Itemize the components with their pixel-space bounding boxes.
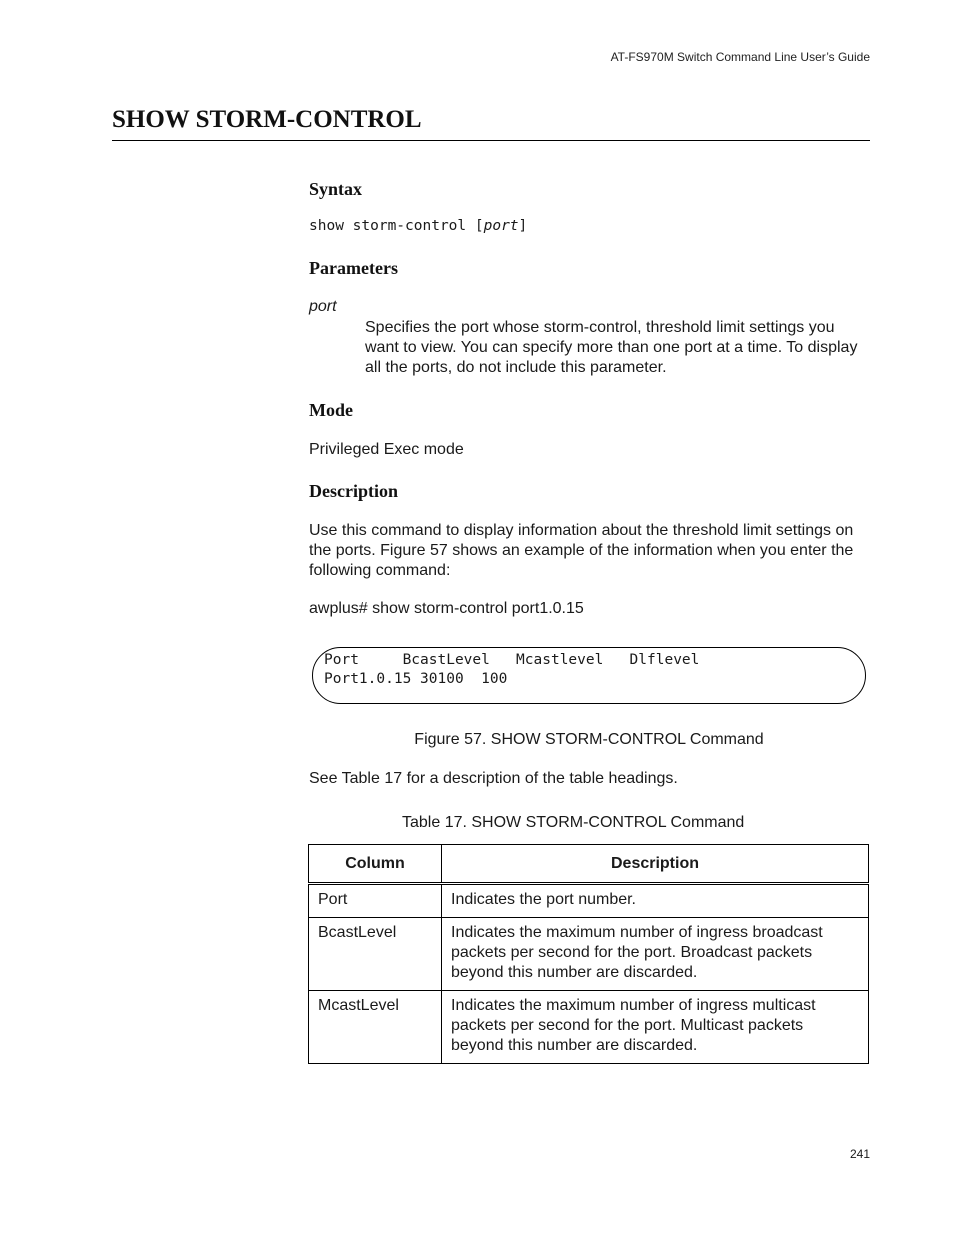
syntax-command-text: show storm-control [ xyxy=(309,218,484,234)
figure-line-header: Port BcastLevel Mcastlevel Dlflevel xyxy=(324,652,700,668)
page-title: SHOW STORM-CONTROL xyxy=(112,106,422,133)
mode-text: Privileged Exec mode xyxy=(309,441,464,458)
parameters-heading: Parameters xyxy=(309,258,398,278)
table-caption: Table 17. SHOW STORM-CONTROL Command xyxy=(402,814,745,831)
description-text: Use this command to display information about the threshold limit settings on the ports. Figure 57 shows an example of the information when you enter the following command: xyxy=(309,522,854,579)
syntax-command xyxy=(309,218,527,234)
table-row xyxy=(309,884,869,918)
table-header-row xyxy=(309,845,869,884)
title-rule xyxy=(112,140,870,141)
syntax-close: ] xyxy=(518,218,528,234)
page-number: 241 xyxy=(849,1147,870,1161)
parameter-name: port xyxy=(309,298,337,315)
figure-line-data: Port1.0.15 30100 100 xyxy=(324,671,508,687)
mode-heading: Mode xyxy=(309,400,353,420)
table-cell-description: Indicates the port number. xyxy=(442,884,869,918)
storm-control-table xyxy=(308,844,869,1064)
table-row xyxy=(309,918,869,991)
description-heading: Description xyxy=(309,481,398,501)
table-row xyxy=(309,991,869,1064)
syntax-param: port xyxy=(483,218,519,234)
table-cell-column: McastLevel xyxy=(309,991,442,1064)
table-header-description: Description xyxy=(442,845,869,884)
table-cell-description: Indicates the maximum number of ingress multicast packets per second for the port. Multicast packets beyond this number are discarded. xyxy=(442,991,869,1064)
running-header: AT-FS970M Switch Command Line User’s Guide xyxy=(610,50,870,64)
see-table-text: See Table 17 for a description of the table headings. xyxy=(309,770,678,787)
figure-caption: Figure 57. SHOW STORM-CONTROL Command xyxy=(414,731,764,748)
syntax-heading: Syntax xyxy=(309,179,363,199)
example-command: awplus# show storm-control port1.0.15 xyxy=(309,600,584,617)
table-header-column: Column xyxy=(309,845,442,884)
table-cell-column: BcastLevel xyxy=(309,918,442,991)
table-cell-column: Port xyxy=(309,884,442,918)
table-cell-description: Indicates the maximum number of ingress broadcast packets per second for the port. Broadcast packets beyond this number are discarded. xyxy=(442,918,869,991)
parameter-description: Specifies the port whose storm-control, threshold limit settings you want to view. You can specify more than one port at a time. To display all the ports, do not include this parameter. xyxy=(365,319,858,376)
